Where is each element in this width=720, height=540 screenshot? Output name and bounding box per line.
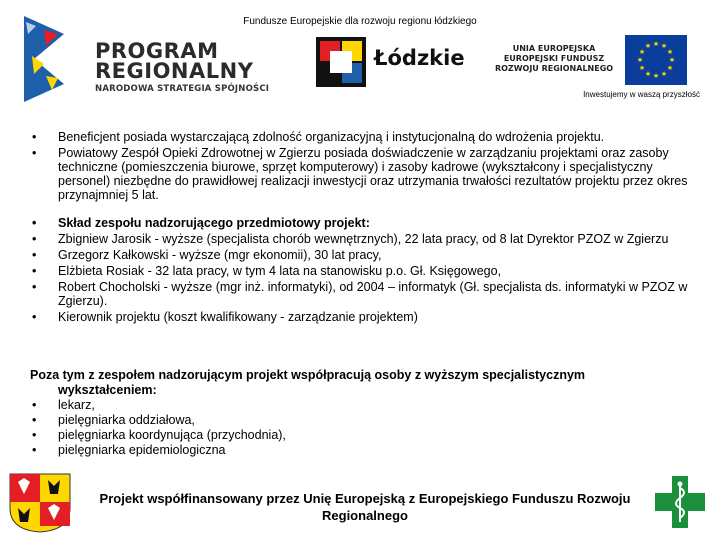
section3 <box>30 368 700 458</box>
section3-list <box>30 398 700 458</box>
main-content <box>30 130 700 326</box>
medical-caduceus-icon <box>655 476 705 528</box>
svg-text:★: ★ <box>652 40 660 48</box>
slogan: Inwestujemy w waszą przyszłość <box>583 90 700 99</box>
lodzkie-wordmark: Łódzkie <box>374 46 465 70</box>
list-item: • pielęgniarka oddziałowa, <box>30 413 700 428</box>
program-subtitle: NARODOWA STRATEGIA SPÓJNOŚCI <box>95 84 270 94</box>
eu-flag-icon <box>625 35 687 85</box>
svg-text:★: ★ <box>644 70 652 78</box>
lodzkie-logo-icon <box>316 37 366 87</box>
program-regionalny-flag-logo <box>24 16 79 102</box>
list-item: • Robert Chocholski - wyższe (mgr inż. informatyki), od 2004 – informatyk (Gł. specjalista ds. informatyki w PZOZ w Zgierzu). <box>30 280 700 308</box>
program-line1: PROGRAM <box>95 39 219 63</box>
list-item: • Powiatowy Zespół Opieki Zdrowotnej w Zgierzu posiada doświadczenie w zarządzaniu projektami oraz zasoby techniczne (pomieszczenia biurowe, sprzęt komputerowy) i zasoby kadrowe (wykształcony i specjalistyczny personel) niezbędne do prawidłowej realizacji inwestycji oraz utrzymania trwałości rezultatów projektu przez okres przynajmniej 5 lat. <box>30 146 700 202</box>
svg-text:★: ★ <box>638 64 646 72</box>
top-caption: Fundusze Europejskie dla rozwoju regionu łódzkiego <box>243 16 477 27</box>
footer-text: Projekt współfinansowany przez Unię Europejską z Europejskiego Funduszu Rozwoju Regionalnego <box>99 491 631 523</box>
program-line2: REGIONALNY <box>95 59 254 83</box>
svg-text:★: ★ <box>638 48 646 56</box>
section1-list <box>30 130 700 202</box>
section2-list <box>30 216 700 324</box>
list-item: • Elżbieta Rosiak - 32 lata pracy, w tym 4 lata na stanowisku p.o. Gł. Księgowego, <box>30 264 700 278</box>
svg-text:★: ★ <box>636 56 644 64</box>
section3-heading-line2: wykształceniem: <box>58 383 157 397</box>
eu-line1: UNIA EUROPEJSKA <box>512 44 596 53</box>
section2-heading: • Skład zespołu nadzorującego przedmiotowy projekt: <box>30 216 700 230</box>
svg-text:★: ★ <box>652 72 660 80</box>
header <box>0 0 720 112</box>
list-item: • Grzegorz Kałkowski - wyższe (mgr ekonomii), 30 lat pracy, <box>30 248 700 262</box>
list-item: • Kierownik projektu (koszt kwalifikowany - zarządzanie projektem) <box>30 310 700 324</box>
list-item: • pielęgniarka koordynująca (przychodnia), <box>30 428 700 443</box>
eu-fund-text <box>490 44 618 74</box>
svg-text:★: ★ <box>660 70 668 78</box>
section3-heading <box>30 368 700 398</box>
list-item: • pielęgniarka epidemiologiczna <box>30 443 700 458</box>
list-item: • Beneficjent posiada wystarczającą zdolność organizacyjną i instytucjonalną do wdrożenia projektu. <box>30 130 700 144</box>
svg-text:★: ★ <box>666 48 674 56</box>
list-item: • Zbigniew Jarosik - wyższe (specjalista chorób wewnętrznych), 22 lata pracy, od 8 lat Dyrektor PZOZ w Zgierzu <box>30 232 700 246</box>
eu-line2: EUROPEJSKI FUNDUSZ <box>503 54 605 63</box>
svg-text:★: ★ <box>660 42 668 50</box>
coat-of-arms-icon <box>8 472 72 534</box>
svg-text:★: ★ <box>666 64 674 72</box>
list-item: • lekarz, <box>30 398 700 413</box>
section3-heading-line1: Poza tym z zespołem nadzorującym projekt współpracują osoby z wyższym specjalistycznym <box>30 368 586 382</box>
eu-line3: ROZWOJU REGIONALNEGO <box>494 64 614 73</box>
svg-text:★: ★ <box>668 56 676 64</box>
program-regionalny-wordmark <box>95 41 253 81</box>
svg-text:★: ★ <box>644 42 652 50</box>
